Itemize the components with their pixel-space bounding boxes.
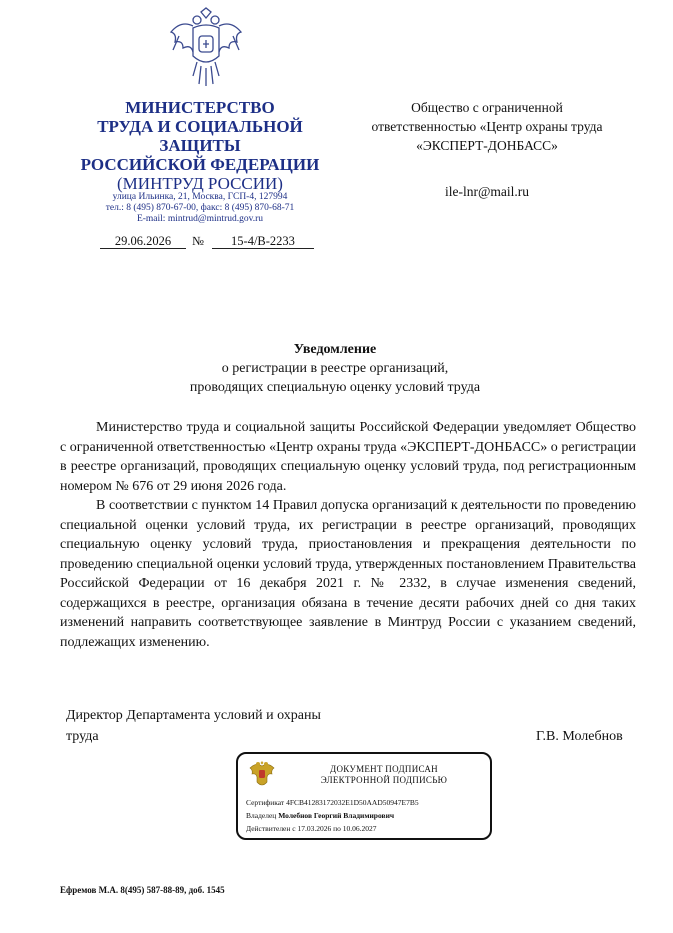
stamp-heading: ЭЛЕКТРОННОЙ ПОДПИСЬЮ bbox=[320, 775, 448, 785]
valid-from: 17.03.2026 bbox=[297, 824, 332, 833]
certificate-value: 4FCB41283172032E1D50AAD50947E7B5 bbox=[286, 798, 419, 807]
addressee-line: ответственностью «Центр охраны труда bbox=[371, 119, 603, 134]
body-paragraph: Министерство труда и социальной защиты Российской Федерации уведомляет Общество с ограниченной ответственностью «Центр охраны труда «ЭКСПЕРТ-ДОНБАСС» о регистрации в реестре организаций, проводящих специальную оценку условий труда, под регистрационным номером № 676 от 29 июня 2026 года. bbox=[60, 420, 636, 494]
number-sign: № bbox=[192, 234, 204, 248]
coat-of-arms-icon bbox=[248, 760, 276, 790]
ministry-address bbox=[66, 192, 334, 225]
owner-value: Молебнов Георгий Владимирович bbox=[278, 811, 395, 820]
signatory-name: Г.В. Молебнов bbox=[536, 729, 623, 744]
coat-of-arms-icon bbox=[163, 6, 249, 92]
position-line: труда bbox=[66, 729, 99, 744]
body-paragraph: В соответствии с пунктом 14 Правил допуска организаций к деятельности по проведению специальной оценки условий труда, их регистрации в реестре организаций, проводящих специальную оценку условий труда, приостановления и прекращения деятельности по проведению специальной оценки условий труда, утвержденных постановлением Правительства Российской Федерации от 16 декабря 2021 г. № 2332, в случае изменения сведений, содержащихся в реестре, организация обязана в течение десяти рабочих дней со дня таких изменений направить соответствующее заявление в Минтруд России с указанием сведений, подлежащих изменению. bbox=[60, 498, 636, 650]
stamp-heading: ДОКУМЕНТ ПОДПИСАН bbox=[330, 764, 438, 774]
ministry-name bbox=[66, 98, 334, 193]
document-subheading: проводящих специальную оценку условий труда bbox=[189, 380, 481, 395]
document-number: 15-4/В-2233 bbox=[212, 234, 314, 249]
addressee-email: ile-lnr@mail.ru bbox=[444, 184, 530, 199]
ministry-line: ТРУДА И СОЦИАЛЬНОЙ bbox=[97, 117, 303, 136]
ministry-line: ЗАЩИТЫ bbox=[159, 136, 241, 155]
owner-label: Владелец bbox=[246, 811, 277, 820]
addressee-line: «ЭКСПЕРТ-ДОНБАСС» bbox=[416, 138, 558, 153]
document-date: 29.06.2026 bbox=[100, 234, 186, 249]
electronic-signature-stamp bbox=[236, 752, 492, 840]
addressee bbox=[346, 98, 628, 155]
signatory-position bbox=[66, 705, 366, 747]
ministry-short-name: (МИНТРУД РОССИИ) bbox=[117, 174, 283, 193]
stamp-certificate bbox=[246, 798, 419, 808]
address-line: улица Ильинка, 21, Москва, ГСП-4, 127994 bbox=[112, 192, 288, 202]
stamp-owner bbox=[246, 811, 394, 821]
address-line: тел.: 8 (495) 870-67-00, факс: 8 (495) 870-68-71 bbox=[105, 203, 295, 213]
position-line: Директор Департамента условий и охраны bbox=[66, 708, 321, 723]
valid-to: 10.06.2027 bbox=[342, 824, 377, 833]
ministry-line: МИНИСТЕРСТВО bbox=[125, 98, 275, 117]
document-subheading: о регистрации в реестре организаций, bbox=[221, 361, 449, 376]
certificate-label: Сертификат bbox=[246, 798, 285, 807]
executor-contact: Ефремов М.А. 8(495) 587-88-89, доб. 1545 bbox=[60, 885, 225, 895]
document-body bbox=[60, 418, 636, 652]
ministry-line: РОССИЙСКОЙ ФЕДЕРАЦИИ bbox=[80, 155, 320, 174]
valid-label: Действителен с bbox=[246, 824, 296, 833]
document-heading: Уведомление bbox=[293, 342, 377, 357]
addressee-line: Общество с ограниченной bbox=[411, 100, 563, 115]
valid-to-label: по bbox=[333, 824, 341, 833]
address-line: E-mail: mintrud@mintrud.gov.ru bbox=[136, 214, 264, 224]
stamp-validity bbox=[246, 824, 377, 834]
